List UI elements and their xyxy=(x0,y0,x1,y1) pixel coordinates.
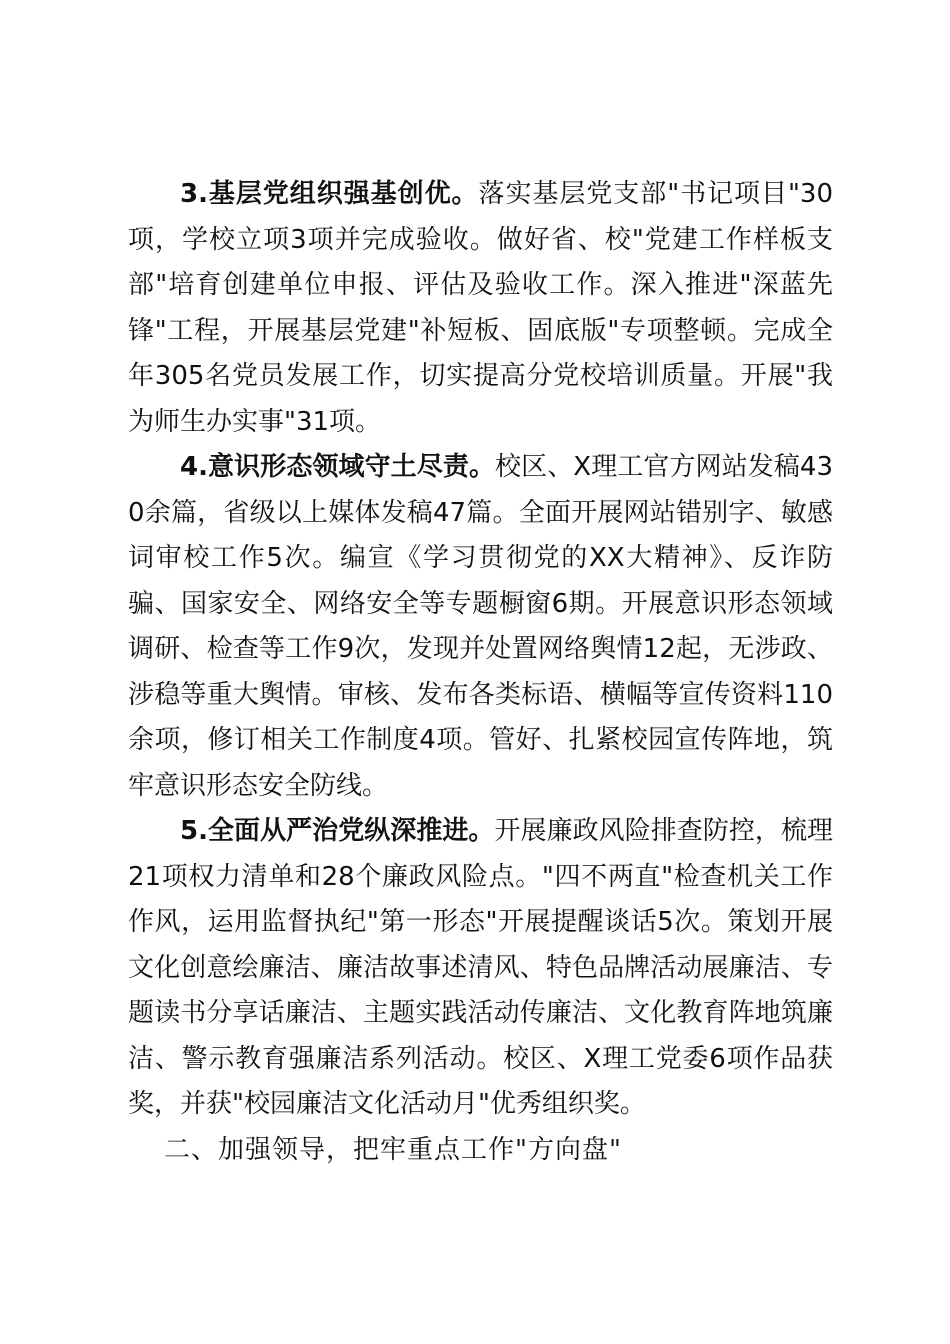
paragraph-lead: 3.基层党组织强基创优。 xyxy=(180,179,479,209)
paragraph-body: 开展廉政风险排查防控，梳理21项权力清单和28个廉政风险点。"四不两直"检查机关工作作风，运用监督执纪"第一形态"开展提醒谈话5次。策划开展文化创意绘廉洁、廉洁故事述清风、特色品牌活动展廉洁、专题读书分享话廉洁、主题实践活动传廉洁、文化教育阵地筑廉洁、警示教育强廉洁系列活动。校区、X理工党委6项作品获奖，并获"校园廉洁文化活动月"优秀组织奖。 xyxy=(128,816,833,1119)
document-page xyxy=(128,172,833,1173)
paragraph-governance xyxy=(128,809,833,1128)
paragraph-body: 落实基层党支部"书记项目"30项，学校立项3项并完成验收。做好省、校"党建工作样板支部"培育创建单位申报、评估及验收工作。深入推进"深蓝先锋"工程，开展基层党建"补短板、固底版"专项整顿。完成全年305名党员发展工作，切实提高分党校培训质量。开展"我为师生办实事"31项。 xyxy=(128,179,833,437)
section-heading: 二、加强领导，把牢重点工作"方向盘" xyxy=(164,1134,622,1165)
paragraph-ideology xyxy=(128,445,833,809)
paragraph-party-organization xyxy=(128,172,833,445)
paragraph-lead: 4.意识形态领域守土尽责。 xyxy=(180,452,496,482)
paragraph-body: 校区、X理工官方网站发稿430余篇，省级以上媒体发稿47篇。全面开展网站错别字、敏感词审校工作5次。编宣《学习贯彻党的XX大精神》、反诈防骗、国家安全、网络安全等专题橱窗6期。开展意识形态领域调研、检查等工作9次，发现并处置网络舆情12起，无涉政、涉稳等重大舆情。审核、发布各类标语、横幅等宣传资料110余项，修订相关工作制度4项。管好、扎紧校园宣传阵地，筑牢意识形态安全防线。 xyxy=(128,452,833,801)
paragraph-lead: 5.全面从严治党纵深推进。 xyxy=(180,816,495,846)
